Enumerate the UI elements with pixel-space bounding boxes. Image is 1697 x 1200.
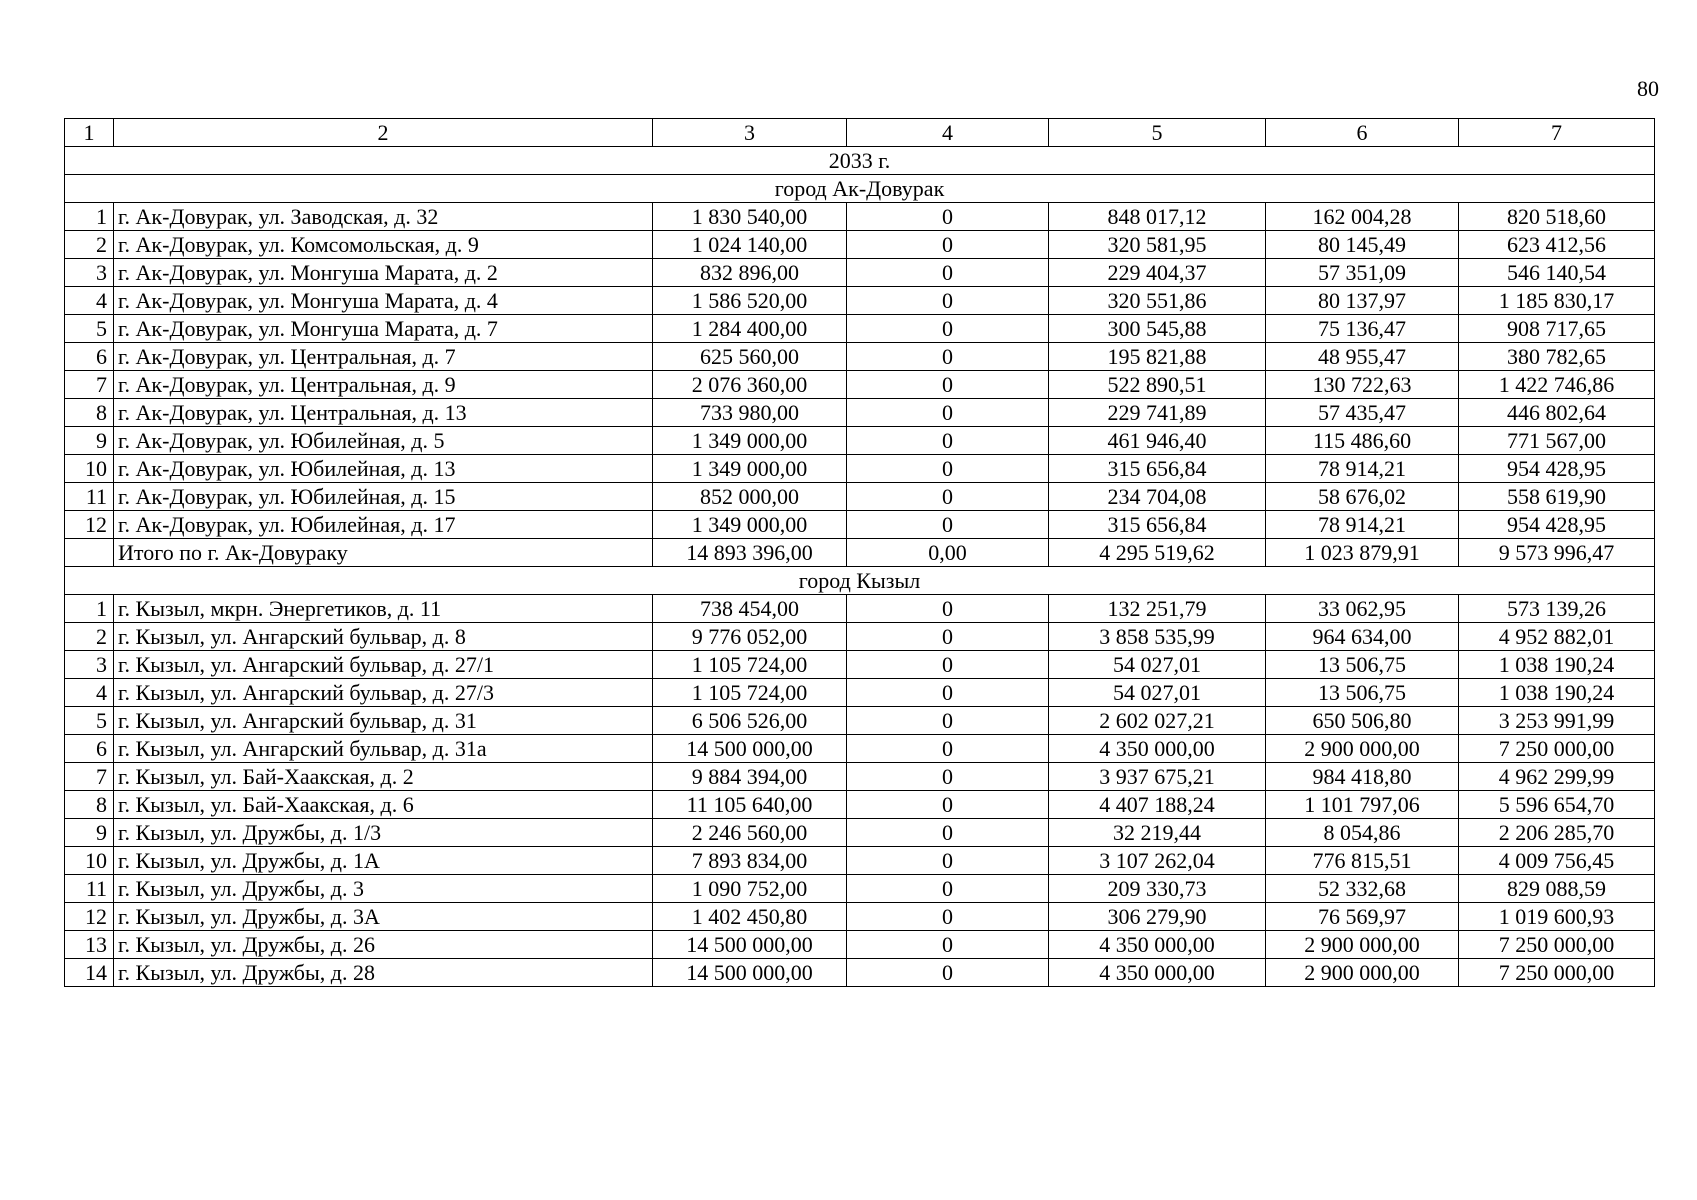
col-5-value: 132 251,79 <box>1049 595 1266 623</box>
col-3-value: 11 105 640,00 <box>653 791 847 819</box>
col-4-value: 0 <box>847 623 1049 651</box>
row-number: 11 <box>65 875 114 903</box>
col-5-value: 54 027,01 <box>1049 651 1266 679</box>
col-6-value: 57 351,09 <box>1266 259 1459 287</box>
col-3-value: 1 105 724,00 <box>653 651 847 679</box>
col-4-value: 0 <box>847 343 1049 371</box>
row-number: 13 <box>65 931 114 959</box>
row-number: 7 <box>65 371 114 399</box>
table-row <box>65 959 1655 987</box>
col-7-value: 908 717,65 <box>1459 315 1655 343</box>
col-7-value: 954 428,95 <box>1459 455 1655 483</box>
address: г. Кызыл, ул. Дружбы, д. 26 <box>114 931 653 959</box>
column-header: 7 <box>1459 119 1655 147</box>
col-4-value: 0 <box>847 959 1049 987</box>
col-6-value: 1 101 797,06 <box>1266 791 1459 819</box>
col-5-value: 54 027,01 <box>1049 679 1266 707</box>
col-4-value: 0 <box>847 875 1049 903</box>
table-row <box>65 707 1655 735</box>
address: г. Кызыл, ул. Ангарский бульвар, д. 31 <box>114 707 653 735</box>
table-row <box>65 791 1655 819</box>
col-5-value: 4 295 519,62 <box>1049 539 1266 567</box>
address: г. Ак-Довурак, ул. Юбилейная, д. 5 <box>114 427 653 455</box>
col-7-value: 829 088,59 <box>1459 875 1655 903</box>
col-4-value: 0 <box>847 315 1049 343</box>
col-6-value: 2 900 000,00 <box>1266 931 1459 959</box>
address: г. Кызыл, ул. Ангарский бульвар, д. 27/3 <box>114 679 653 707</box>
column-header: 4 <box>847 119 1049 147</box>
col-3-value: 1 586 520,00 <box>653 287 847 315</box>
table-row <box>65 763 1655 791</box>
col-7-value: 7 250 000,00 <box>1459 931 1655 959</box>
header-row <box>65 119 1655 147</box>
table-row <box>65 203 1655 231</box>
col-4-value: 0 <box>847 427 1049 455</box>
year-row <box>65 147 1655 175</box>
col-7-value: 2 206 285,70 <box>1459 819 1655 847</box>
table-row <box>65 427 1655 455</box>
row-number: 1 <box>65 203 114 231</box>
col-5-value: 2 602 027,21 <box>1049 707 1266 735</box>
address: г. Ак-Довурак, ул. Юбилейная, д. 13 <box>114 455 653 483</box>
address: г. Ак-Довурак, ул. Центральная, д. 9 <box>114 371 653 399</box>
col-4-value: 0 <box>847 231 1049 259</box>
group-title-row-label: город Кызыл <box>65 567 1655 595</box>
col-7-value: 1 038 190,24 <box>1459 651 1655 679</box>
col-6-value: 80 137,97 <box>1266 287 1459 315</box>
column-header: 2 <box>114 119 653 147</box>
col-5-value: 4 407 188,24 <box>1049 791 1266 819</box>
col-4-value: 0 <box>847 511 1049 539</box>
table-row <box>65 875 1655 903</box>
col-5-value: 209 330,73 <box>1049 875 1266 903</box>
col-6-value: 2 900 000,00 <box>1266 959 1459 987</box>
row-number: 6 <box>65 343 114 371</box>
row-number: 5 <box>65 707 114 735</box>
table-row <box>65 679 1655 707</box>
col-6-value: 57 435,47 <box>1266 399 1459 427</box>
address: г. Кызыл, ул. Дружбы, д. 28 <box>114 959 653 987</box>
col-5-value: 320 581,95 <box>1049 231 1266 259</box>
col-4-value: 0 <box>847 847 1049 875</box>
address: г. Кызыл, ул. Бай-Хаакская, д. 6 <box>114 791 653 819</box>
col-5-value: 4 350 000,00 <box>1049 735 1266 763</box>
address: г. Кызыл, мкрн. Энергетиков, д. 11 <box>114 595 653 623</box>
row-number: 2 <box>65 231 114 259</box>
col-3-value: 2 246 560,00 <box>653 819 847 847</box>
col-3-value: 733 980,00 <box>653 399 847 427</box>
col-4-value: 0 <box>847 707 1049 735</box>
col-4-value: 0 <box>847 651 1049 679</box>
table-row <box>65 343 1655 371</box>
table-row <box>65 735 1655 763</box>
address: г. Кызыл, ул. Дружбы, д. 1/3 <box>114 819 653 847</box>
address: Итого по г. Ак-Довураку <box>114 539 653 567</box>
column-header: 1 <box>65 119 114 147</box>
address: г. Кызыл, ул. Дружбы, д. 3А <box>114 903 653 931</box>
table-row <box>65 903 1655 931</box>
col-3-value: 14 500 000,00 <box>653 931 847 959</box>
col-6-value: 8 054,86 <box>1266 819 1459 847</box>
table-row <box>65 511 1655 539</box>
col-7-value: 4 952 882,01 <box>1459 623 1655 651</box>
col-3-value: 14 500 000,00 <box>653 735 847 763</box>
column-header: 5 <box>1049 119 1266 147</box>
col-4-value: 0 <box>847 399 1049 427</box>
row-number: 11 <box>65 483 114 511</box>
table-row <box>65 399 1655 427</box>
group-title-row <box>65 567 1655 595</box>
col-6-value: 78 914,21 <box>1266 511 1459 539</box>
table-row <box>65 287 1655 315</box>
col-3-value: 1 090 752,00 <box>653 875 847 903</box>
col-4-value: 0 <box>847 203 1049 231</box>
address: г. Ак-Довурак, ул. Юбилейная, д. 15 <box>114 483 653 511</box>
col-7-value: 546 140,54 <box>1459 259 1655 287</box>
table-row <box>65 371 1655 399</box>
col-7-value: 3 253 991,99 <box>1459 707 1655 735</box>
col-7-value: 623 412,56 <box>1459 231 1655 259</box>
col-6-value: 80 145,49 <box>1266 231 1459 259</box>
col-6-value: 1 023 879,91 <box>1266 539 1459 567</box>
year-row-label: 2033 г. <box>65 147 1655 175</box>
col-7-value: 771 567,00 <box>1459 427 1655 455</box>
col-3-value: 852 000,00 <box>653 483 847 511</box>
row-number: 12 <box>65 511 114 539</box>
column-header: 3 <box>653 119 847 147</box>
table-row <box>65 259 1655 287</box>
col-5-value: 32 219,44 <box>1049 819 1266 847</box>
col-7-value: 1 422 746,86 <box>1459 371 1655 399</box>
col-6-value: 130 722,63 <box>1266 371 1459 399</box>
address: г. Ак-Довурак, ул. Монгуша Марата, д. 2 <box>114 259 653 287</box>
col-3-value: 1 284 400,00 <box>653 315 847 343</box>
col-3-value: 6 506 526,00 <box>653 707 847 735</box>
col-5-value: 848 017,12 <box>1049 203 1266 231</box>
col-3-value: 2 076 360,00 <box>653 371 847 399</box>
table-row <box>65 819 1655 847</box>
col-3-value: 832 896,00 <box>653 259 847 287</box>
col-7-value: 558 619,90 <box>1459 483 1655 511</box>
row-number: 9 <box>65 819 114 847</box>
row-number <box>65 539 114 567</box>
col-5-value: 3 937 675,21 <box>1049 763 1266 791</box>
col-6-value: 33 062,95 <box>1266 595 1459 623</box>
col-7-value: 573 139,26 <box>1459 595 1655 623</box>
col-3-value: 1 349 000,00 <box>653 427 847 455</box>
col-7-value: 1 019 600,93 <box>1459 903 1655 931</box>
col-3-value: 14 500 000,00 <box>653 959 847 987</box>
col-6-value: 52 332,68 <box>1266 875 1459 903</box>
col-3-value: 738 454,00 <box>653 595 847 623</box>
col-6-value: 650 506,80 <box>1266 707 1459 735</box>
address: г. Ак-Довурак, ул. Юбилейная, д. 17 <box>114 511 653 539</box>
row-number: 8 <box>65 791 114 819</box>
col-4-value: 0 <box>847 259 1049 287</box>
col-3-value: 1 105 724,00 <box>653 679 847 707</box>
col-4-value: 0 <box>847 763 1049 791</box>
row-number: 10 <box>65 847 114 875</box>
col-6-value: 13 506,75 <box>1266 651 1459 679</box>
table-row <box>65 231 1655 259</box>
col-4-value: 0 <box>847 819 1049 847</box>
table-row <box>65 455 1655 483</box>
table-row <box>65 847 1655 875</box>
col-5-value: 320 551,86 <box>1049 287 1266 315</box>
table-row <box>65 315 1655 343</box>
col-4-value: 0 <box>847 483 1049 511</box>
col-6-value: 48 955,47 <box>1266 343 1459 371</box>
row-number: 10 <box>65 455 114 483</box>
row-number: 7 <box>65 763 114 791</box>
col-7-value: 380 782,65 <box>1459 343 1655 371</box>
col-5-value: 4 350 000,00 <box>1049 931 1266 959</box>
col-3-value: 1 349 000,00 <box>653 511 847 539</box>
col-7-value: 7 250 000,00 <box>1459 959 1655 987</box>
row-number: 4 <box>65 679 114 707</box>
table-row <box>65 651 1655 679</box>
col-7-value: 1 185 830,17 <box>1459 287 1655 315</box>
col-5-value: 315 656,84 <box>1049 455 1266 483</box>
col-6-value: 162 004,28 <box>1266 203 1459 231</box>
table-row <box>65 623 1655 651</box>
col-6-value: 76 569,97 <box>1266 903 1459 931</box>
table-row <box>65 595 1655 623</box>
col-6-value: 984 418,80 <box>1266 763 1459 791</box>
col-5-value: 234 704,08 <box>1049 483 1266 511</box>
col-3-value: 1 349 000,00 <box>653 455 847 483</box>
col-5-value: 461 946,40 <box>1049 427 1266 455</box>
col-5-value: 229 404,37 <box>1049 259 1266 287</box>
col-3-value: 7 893 834,00 <box>653 847 847 875</box>
table-row <box>65 931 1655 959</box>
col-5-value: 3 107 262,04 <box>1049 847 1266 875</box>
col-4-value: 0 <box>847 595 1049 623</box>
col-5-value: 315 656,84 <box>1049 511 1266 539</box>
row-number: 6 <box>65 735 114 763</box>
col-5-value: 522 890,51 <box>1049 371 1266 399</box>
col-6-value: 776 815,51 <box>1266 847 1459 875</box>
address: г. Кызыл, ул. Ангарский бульвар, д. 31а <box>114 735 653 763</box>
col-4-value: 0,00 <box>847 539 1049 567</box>
col-4-value: 0 <box>847 791 1049 819</box>
col-4-value: 0 <box>847 371 1049 399</box>
col-7-value: 7 250 000,00 <box>1459 735 1655 763</box>
col-3-value: 1 024 140,00 <box>653 231 847 259</box>
col-6-value: 2 900 000,00 <box>1266 735 1459 763</box>
col-6-value: 58 676,02 <box>1266 483 1459 511</box>
group-title-row-label: город Ак-Довурак <box>65 175 1655 203</box>
group-title-row <box>65 175 1655 203</box>
col-6-value: 964 634,00 <box>1266 623 1459 651</box>
table-row <box>65 483 1655 511</box>
total-row <box>65 539 1655 567</box>
column-header: 6 <box>1266 119 1459 147</box>
col-6-value: 75 136,47 <box>1266 315 1459 343</box>
col-5-value: 306 279,90 <box>1049 903 1266 931</box>
col-3-value: 14 893 396,00 <box>653 539 847 567</box>
col-5-value: 195 821,88 <box>1049 343 1266 371</box>
col-6-value: 78 914,21 <box>1266 455 1459 483</box>
col-5-value: 300 545,88 <box>1049 315 1266 343</box>
col-5-value: 229 741,89 <box>1049 399 1266 427</box>
address: г. Кызыл, ул. Дружбы, д. 3 <box>114 875 653 903</box>
col-7-value: 446 802,64 <box>1459 399 1655 427</box>
address: г. Кызыл, ул. Бай-Хаакская, д. 2 <box>114 763 653 791</box>
row-number: 3 <box>65 259 114 287</box>
col-3-value: 1 402 450,80 <box>653 903 847 931</box>
col-4-value: 0 <box>847 287 1049 315</box>
row-number: 12 <box>65 903 114 931</box>
col-3-value: 9 884 394,00 <box>653 763 847 791</box>
col-4-value: 0 <box>847 679 1049 707</box>
address: г. Кызыл, ул. Дружбы, д. 1А <box>114 847 653 875</box>
col-7-value: 9 573 996,47 <box>1459 539 1655 567</box>
row-number: 14 <box>65 959 114 987</box>
col-7-value: 820 518,60 <box>1459 203 1655 231</box>
col-4-value: 0 <box>847 735 1049 763</box>
col-3-value: 625 560,00 <box>653 343 847 371</box>
address: г. Ак-Довурак, ул. Монгуша Марата, д. 4 <box>114 287 653 315</box>
address: г. Ак-Довурак, ул. Монгуша Марата, д. 7 <box>114 315 653 343</box>
row-number: 9 <box>65 427 114 455</box>
col-7-value: 1 038 190,24 <box>1459 679 1655 707</box>
col-5-value: 3 858 535,99 <box>1049 623 1266 651</box>
address: г. Кызыл, ул. Ангарский бульвар, д. 27/1 <box>114 651 653 679</box>
row-number: 8 <box>65 399 114 427</box>
col-5-value: 4 350 000,00 <box>1049 959 1266 987</box>
row-number: 2 <box>65 623 114 651</box>
row-number: 4 <box>65 287 114 315</box>
address: г. Ак-Довурак, ул. Комсомольская, д. 9 <box>114 231 653 259</box>
col-7-value: 954 428,95 <box>1459 511 1655 539</box>
address: г. Ак-Довурак, ул. Заводская, д. 32 <box>114 203 653 231</box>
page-number: 80 <box>1637 76 1659 101</box>
col-3-value: 9 776 052,00 <box>653 623 847 651</box>
col-7-value: 5 596 654,70 <box>1459 791 1655 819</box>
col-4-value: 0 <box>847 903 1049 931</box>
col-4-value: 0 <box>847 455 1049 483</box>
row-number: 3 <box>65 651 114 679</box>
col-6-value: 13 506,75 <box>1266 679 1459 707</box>
data-table <box>64 118 1655 987</box>
col-3-value: 1 830 540,00 <box>653 203 847 231</box>
address: г. Ак-Довурак, ул. Центральная, д. 7 <box>114 343 653 371</box>
row-number: 5 <box>65 315 114 343</box>
col-7-value: 4 009 756,45 <box>1459 847 1655 875</box>
row-number: 1 <box>65 595 114 623</box>
col-6-value: 115 486,60 <box>1266 427 1459 455</box>
address: г. Ак-Довурак, ул. Центральная, д. 13 <box>114 399 653 427</box>
col-7-value: 4 962 299,99 <box>1459 763 1655 791</box>
address: г. Кызыл, ул. Ангарский бульвар, д. 8 <box>114 623 653 651</box>
col-4-value: 0 <box>847 931 1049 959</box>
